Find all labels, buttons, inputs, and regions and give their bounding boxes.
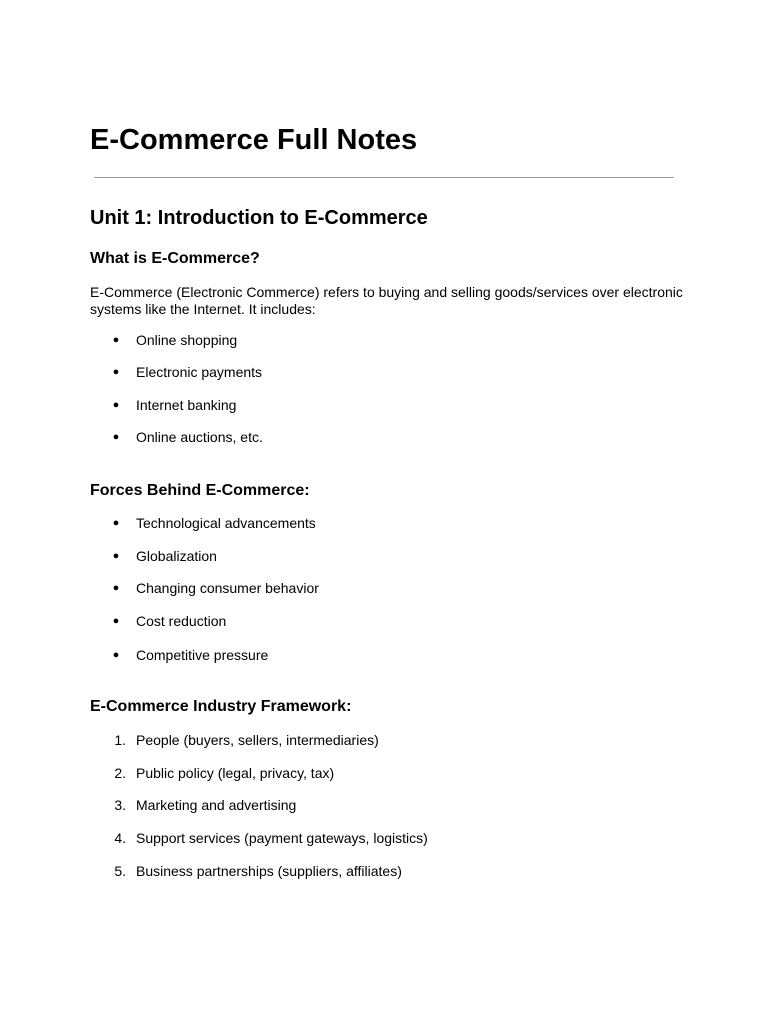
list-item: [0, 427, 768, 447]
list-item-text: People (buyers, sellers, intermediaries): [136, 732, 379, 748]
list-item-text: Business partnerships (suppliers, affiliates): [136, 863, 402, 879]
bullet-icon: ●: [112, 334, 120, 346]
list-number: 2.: [114, 765, 126, 781]
bullet-icon: ●: [112, 649, 120, 661]
bullet-icon: ●: [112, 399, 120, 411]
list-item: [0, 546, 768, 566]
list-item: [0, 513, 768, 533]
list-item: [0, 795, 768, 815]
bullet-icon: ●: [112, 582, 120, 594]
list-item-text: Competitive pressure: [136, 647, 269, 663]
list-item-text: Public policy (legal, privacy, tax): [136, 765, 335, 781]
list-item: [0, 828, 768, 848]
list-number: 4.: [114, 830, 126, 846]
list-item-text: Changing consumer behavior: [136, 580, 319, 596]
list-item-text: Online shopping: [136, 332, 238, 348]
list-item: [0, 611, 768, 631]
list-item-text: Globalization: [136, 548, 217, 564]
section-paragraph-what-is: E-Commerce (Electronic Commerce) refers to buying and selling goods/services over electronic systems like the Internet. It includes:: [90, 284, 683, 317]
list-item: [0, 395, 768, 415]
bullet-icon: ●: [112, 366, 120, 378]
title-divider: [94, 177, 674, 178]
list-item: [0, 763, 768, 783]
list-item-text: Marketing and advertising: [136, 797, 297, 813]
unit-heading: Unit 1: Introduction to E-Commerce: [90, 207, 428, 229]
list-item: [0, 645, 768, 665]
list-number: 5.: [114, 863, 126, 879]
document-title: E-Commerce Full Notes: [90, 124, 418, 156]
bullet-icon: ●: [112, 517, 120, 529]
section-heading-framework: E-Commerce Industry Framework:: [90, 698, 352, 715]
section-heading-forces: Forces Behind E-Commerce:: [90, 482, 310, 499]
list-item: [0, 730, 768, 750]
bullet-icon: ●: [112, 615, 120, 627]
list-item-text: Internet banking: [136, 397, 237, 413]
bullet-icon: ●: [112, 431, 120, 443]
list-item: [0, 362, 768, 382]
list-item-text: Online auctions, etc.: [136, 429, 263, 445]
list-item: [0, 578, 768, 598]
bullet-icon: ●: [112, 550, 120, 562]
list-number: 1.: [114, 732, 126, 748]
list-item-text: Cost reduction: [136, 613, 227, 629]
list-item-text: Electronic payments: [136, 364, 263, 380]
list-item-text: Support services (payment gateways, logistics): [136, 830, 428, 846]
list-item: [0, 861, 768, 881]
list-number: 3.: [114, 797, 126, 813]
list-item: [0, 330, 768, 350]
section-heading-what-is: What is E-Commerce?: [90, 250, 260, 267]
list-item-text: Technological advancements: [136, 515, 316, 531]
